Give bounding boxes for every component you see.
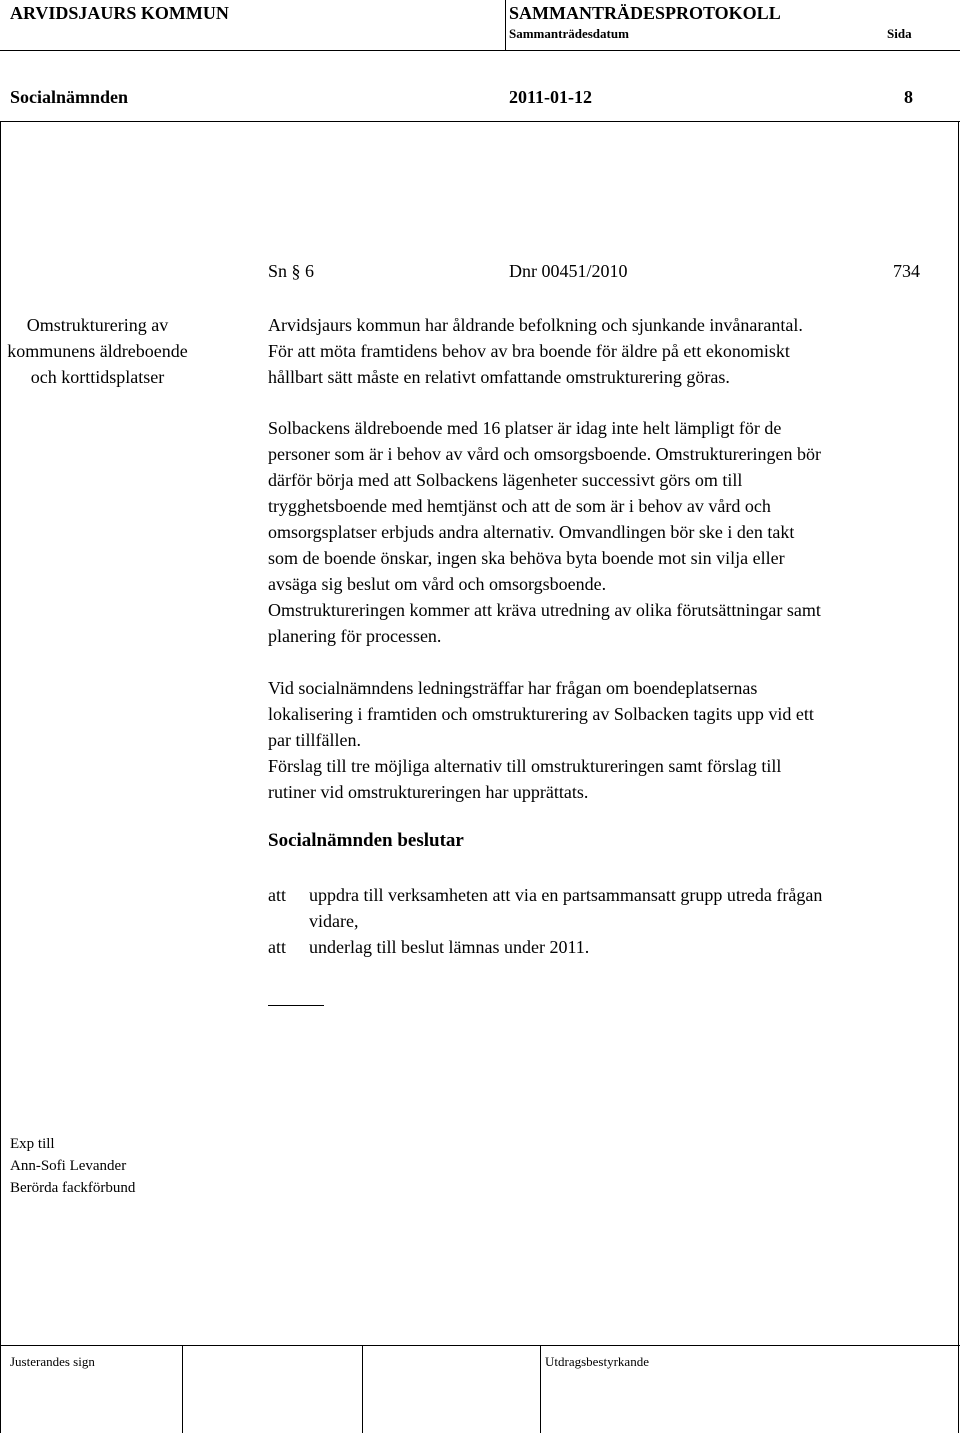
committee-name: Socialnämnden: [10, 87, 129, 107]
meeting-date: 2011-01-12: [509, 87, 592, 107]
text-line: Omstruktureringen kommer att kräva utredning av olika förutsättningar samt: [268, 600, 821, 620]
header-divider: [505, 0, 506, 50]
decision-heading: Socialnämnden beslutar: [268, 830, 464, 851]
paragraph-1: [268, 312, 803, 390]
footer-divider-2: [362, 1345, 363, 1433]
paragraph-2: [268, 415, 821, 649]
text-line: Solbackens äldreboende med 16 platser är idag inte helt lämpligt för de: [268, 418, 782, 438]
diary-number: Dnr 00451/2010: [509, 261, 628, 281]
decision-prefix: att: [268, 885, 286, 905]
text-line: par tillfällen.: [268, 730, 361, 750]
decision-prefix: att: [268, 937, 286, 957]
section-number: Sn § 6: [268, 261, 315, 281]
decision-text: vidare,: [309, 911, 359, 931]
frame-left: [0, 121, 1, 1433]
text-line: Förslag till tre möjliga alternativ till omstruktureringen samt förslag till: [268, 756, 782, 776]
text-line: Arvidsjaurs kommun har åldrande befolkning och sjunkande invånarantal.: [268, 315, 803, 335]
distribution-line: Berörda fackförbund: [10, 1180, 136, 1196]
certification-label: Utdragsbestyrkande: [545, 1354, 649, 1369]
text-line: som de boende önskar, ingen ska behöva byta boende mot sin vilja eller: [268, 548, 785, 568]
text-line: trygghetsboende med hemtjänst och att de som är i behov av vård och: [268, 496, 771, 516]
decision-text: uppdra till verksamheten att via en partsammansatt grupp utreda frågan: [309, 885, 823, 905]
text-line: lokalisering i framtiden och omstrukturering av Solbacken tagits upp vid ett: [268, 704, 814, 724]
text-line: personer som är i behov av vård och omsorgsboende. Omstruktureringen bör: [268, 444, 822, 464]
footer-divider-1: [182, 1345, 183, 1433]
text-line: avsäga sig beslut om vård och omsorgsboende.: [268, 574, 607, 594]
case-number: 734: [893, 261, 920, 281]
page-number: 8: [904, 87, 913, 107]
margin-title-line: Omstrukturering av: [26, 315, 169, 335]
margin-title-line: kommunens äldreboende: [7, 341, 188, 361]
margin-title-line: och korttidsplatser: [30, 367, 165, 387]
date-label: Sammanträdesdatum: [509, 26, 629, 41]
text-line: därför börja med att Solbackens lägenheter successivt görs om till: [268, 470, 743, 490]
document-type: SAMMANTRÄDESPROTOKOLL: [509, 3, 781, 23]
page-label: Sida: [887, 26, 912, 41]
frame-right: [958, 121, 959, 1433]
distribution-line: Ann-Sofi Levander: [10, 1158, 127, 1174]
distribution-line: Exp till: [10, 1136, 55, 1152]
text-line: Vid socialnämndens ledningsträffar har frågan om boendeplatsernas: [268, 678, 758, 698]
decision-text: underlag till beslut lämnas under 2011.: [309, 937, 590, 957]
decision-item-2: [268, 934, 589, 960]
distribution-list: [10, 1133, 135, 1199]
end-rule: [268, 1005, 324, 1006]
org-name: ARVIDSJAURS KOMMUN: [10, 3, 229, 23]
footer-rule: [0, 1345, 960, 1346]
header-rule-bottom: [0, 121, 960, 122]
text-line: hållbart sätt måste en relativt omfattande omstrukturering göras.: [268, 367, 730, 387]
text-line: omsorgsplatser erbjuds andra alternativ. Omvandlingen bör ske i den takt: [268, 522, 795, 542]
header-rule-top: [0, 50, 960, 51]
text-line: planering för processen.: [268, 626, 442, 646]
paragraph-3: [268, 675, 814, 805]
signature-label: Justerandes sign: [10, 1354, 95, 1369]
margin-title: [5, 312, 190, 390]
text-line: För att möta framtidens behov av bra boende för äldre på ett ekonomiskt: [268, 341, 790, 361]
text-line: rutiner vid omstruktureringen har upprättats.: [268, 782, 589, 802]
footer-divider-3: [540, 1345, 541, 1433]
decision-item-1: [268, 882, 822, 934]
